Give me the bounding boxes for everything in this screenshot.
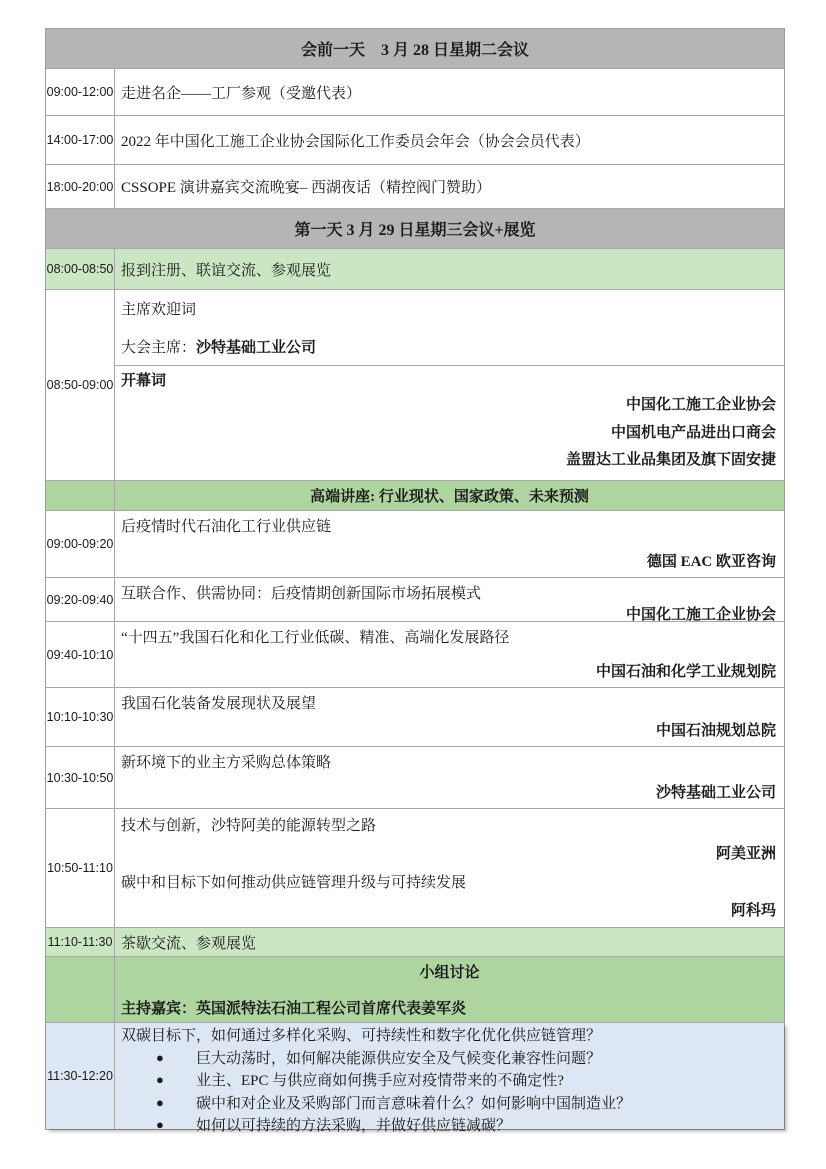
talk-title: 碳中和目标下如何推动供应链管理升级与可持续发展 (121, 874, 467, 891)
bullet-text: 如何以可持续的方法采购，并做好供应链减碳？ (196, 1118, 512, 1134)
welcome-text: 主席欢迎词 (121, 302, 197, 318)
event-title: 走进名企——工厂参观（受邀代表） (121, 85, 362, 102)
talk-title: 新环境下的业主方采购总体策略 (121, 755, 332, 771)
discussion-bullet (121, 1048, 778, 1071)
talk-title: 技术与创新，沙特阿美的能源转型之路 (121, 818, 377, 834)
bullet-icon: ● (156, 1072, 164, 1087)
talk-row (46, 622, 784, 688)
speaker-name: 中国石油和化学工业规划院 (595, 664, 776, 680)
discussion-bullet-list (121, 1048, 778, 1138)
keynote-band-row (46, 481, 784, 511)
time-cell: 09:20-09:40 (46, 578, 115, 621)
chair-line (121, 336, 778, 357)
time-cell: 09:00-12:00 (46, 69, 115, 115)
talk-title: “十四五”我国石化和化工行业低碳、精准、高端化发展路径 (121, 630, 510, 646)
opening-row (46, 290, 784, 481)
talk-title: 互联合作、供需协同：后疫情期创新国际市场拓展模式 (121, 586, 482, 602)
panel-band-row (46, 957, 784, 1023)
discussion-row (46, 1023, 784, 1134)
speaker-name: 阿美亚洲 (715, 846, 776, 863)
event-title: CSSOPE 演讲嘉宾交流晚宴– 西湖夜话（精控阀门赞助） (121, 180, 492, 196)
discussion-intro: 双碳目标下，如何通过多样化采购、可持续性和数字化优化供应链管理？ (121, 1028, 602, 1044)
agenda-row (46, 69, 784, 116)
talk-cell (115, 809, 784, 927)
agenda-row (46, 116, 784, 165)
time-cell: 18:00-20:00 (46, 165, 115, 208)
time-cell: 09:00-09:20 (46, 511, 115, 577)
speaker-name: 阿科玛 (730, 902, 776, 919)
talk-cell (115, 747, 784, 808)
talk-cell (115, 511, 784, 577)
bullet-icon: ● (156, 1117, 164, 1132)
time-cell: 11:10-11:30 (46, 928, 115, 956)
discussion-bullet (121, 1115, 778, 1138)
talk-row-double (46, 809, 784, 928)
agenda-row (46, 165, 784, 209)
time-cell: 10:50-11:10 (46, 809, 115, 927)
bullet-text: 巨大动荡时，如何解决能源供应安全及气候变化兼容性问题？ (196, 1050, 602, 1067)
bullet-icon: ● (156, 1049, 164, 1065)
event-title: 报到注册、联谊交流、参观展览 (121, 262, 332, 279)
bullet-icon: ● (156, 1094, 164, 1110)
discussion-bullet (121, 1093, 778, 1116)
opening-speech-subrow (115, 366, 784, 480)
keynote-band-title: 高端讲座: 行业现状、国家政策、未来预测 (310, 489, 589, 505)
time-cell: 09:40-10:10 (46, 622, 115, 687)
speaker-name: 中国石油规划总院 (655, 723, 776, 739)
time-cell: 14:00-17:00 (46, 116, 115, 164)
talk-cell (115, 688, 784, 746)
registration-row (46, 249, 784, 290)
talk-row (46, 511, 784, 578)
talk-cell (115, 622, 784, 687)
agenda-table (45, 28, 785, 1134)
opening-org-list (121, 392, 778, 475)
panel-cell (115, 957, 784, 1022)
time-cell-empty (46, 957, 115, 1022)
time-cell: 08:00-08:50 (46, 249, 115, 289)
talk-title: 我国石化装备发展现状及展望 (121, 696, 317, 712)
event-title: 2022 年中国化工施工企业协会国际化工作委员会年会（协会会员代表） (121, 133, 590, 150)
talk-title: 后疫情时代石油化工行业供应链 (121, 519, 332, 535)
org-name: 盖盟达工业品集团及旗下固安捷 (565, 452, 776, 469)
discussion-cell (115, 1023, 784, 1134)
day1-header-title: 第一天 3 月 29 日星期三会议+展览 (294, 222, 536, 239)
day0-header-row (46, 29, 784, 69)
talk-cell (115, 578, 784, 621)
panel-title: 小组讨论 (419, 965, 480, 981)
talk-row (46, 688, 784, 747)
org-name: 中国机电产品进出口商会 (610, 424, 776, 441)
speaker-name: 德国 EAC 欧亚咨询 (646, 554, 776, 570)
panel-moderator: 主持嘉宾：英国派特法石油工程公司首席代表姜军炎 (121, 1001, 467, 1017)
speaker-name: 中国化工施工企业协会 (625, 607, 776, 623)
speaker-name: 沙特基础工业公司 (655, 785, 776, 801)
time-cell: 08:50-09:00 (46, 290, 115, 480)
tea-break-row (46, 928, 784, 957)
talk-row (46, 747, 784, 809)
time-cell-empty (46, 481, 115, 510)
chair-name: 沙特基础工业公司 (196, 340, 317, 356)
bullet-text: 碳中和对企业及采购部门而言意味着什么？如何影响中国制造业？ (196, 1095, 632, 1112)
welcome-subrow (115, 290, 784, 366)
time-cell: 10:10-10:30 (46, 688, 115, 746)
talk-row (46, 578, 784, 622)
day1-header-row (46, 209, 784, 249)
event-title: 茶歇交流、参观展览 (121, 935, 257, 952)
discussion-bullet (121, 1070, 778, 1093)
bullet-text: 业主、EPC 与供应商如何携手应对疫情带来的不确定性? (196, 1073, 564, 1089)
opening-content (115, 290, 784, 480)
opening-speech-title: 开幕词 (121, 373, 167, 389)
time-cell: 10:30-10:50 (46, 747, 115, 808)
org-name: 中国化工施工企业协会 (625, 396, 776, 413)
day0-header-title: 会前一天 3 月 28 日星期二会议 (300, 42, 529, 59)
time-cell: 11:30-12:20 (46, 1023, 115, 1129)
chair-label: 大会主席： (121, 340, 197, 356)
